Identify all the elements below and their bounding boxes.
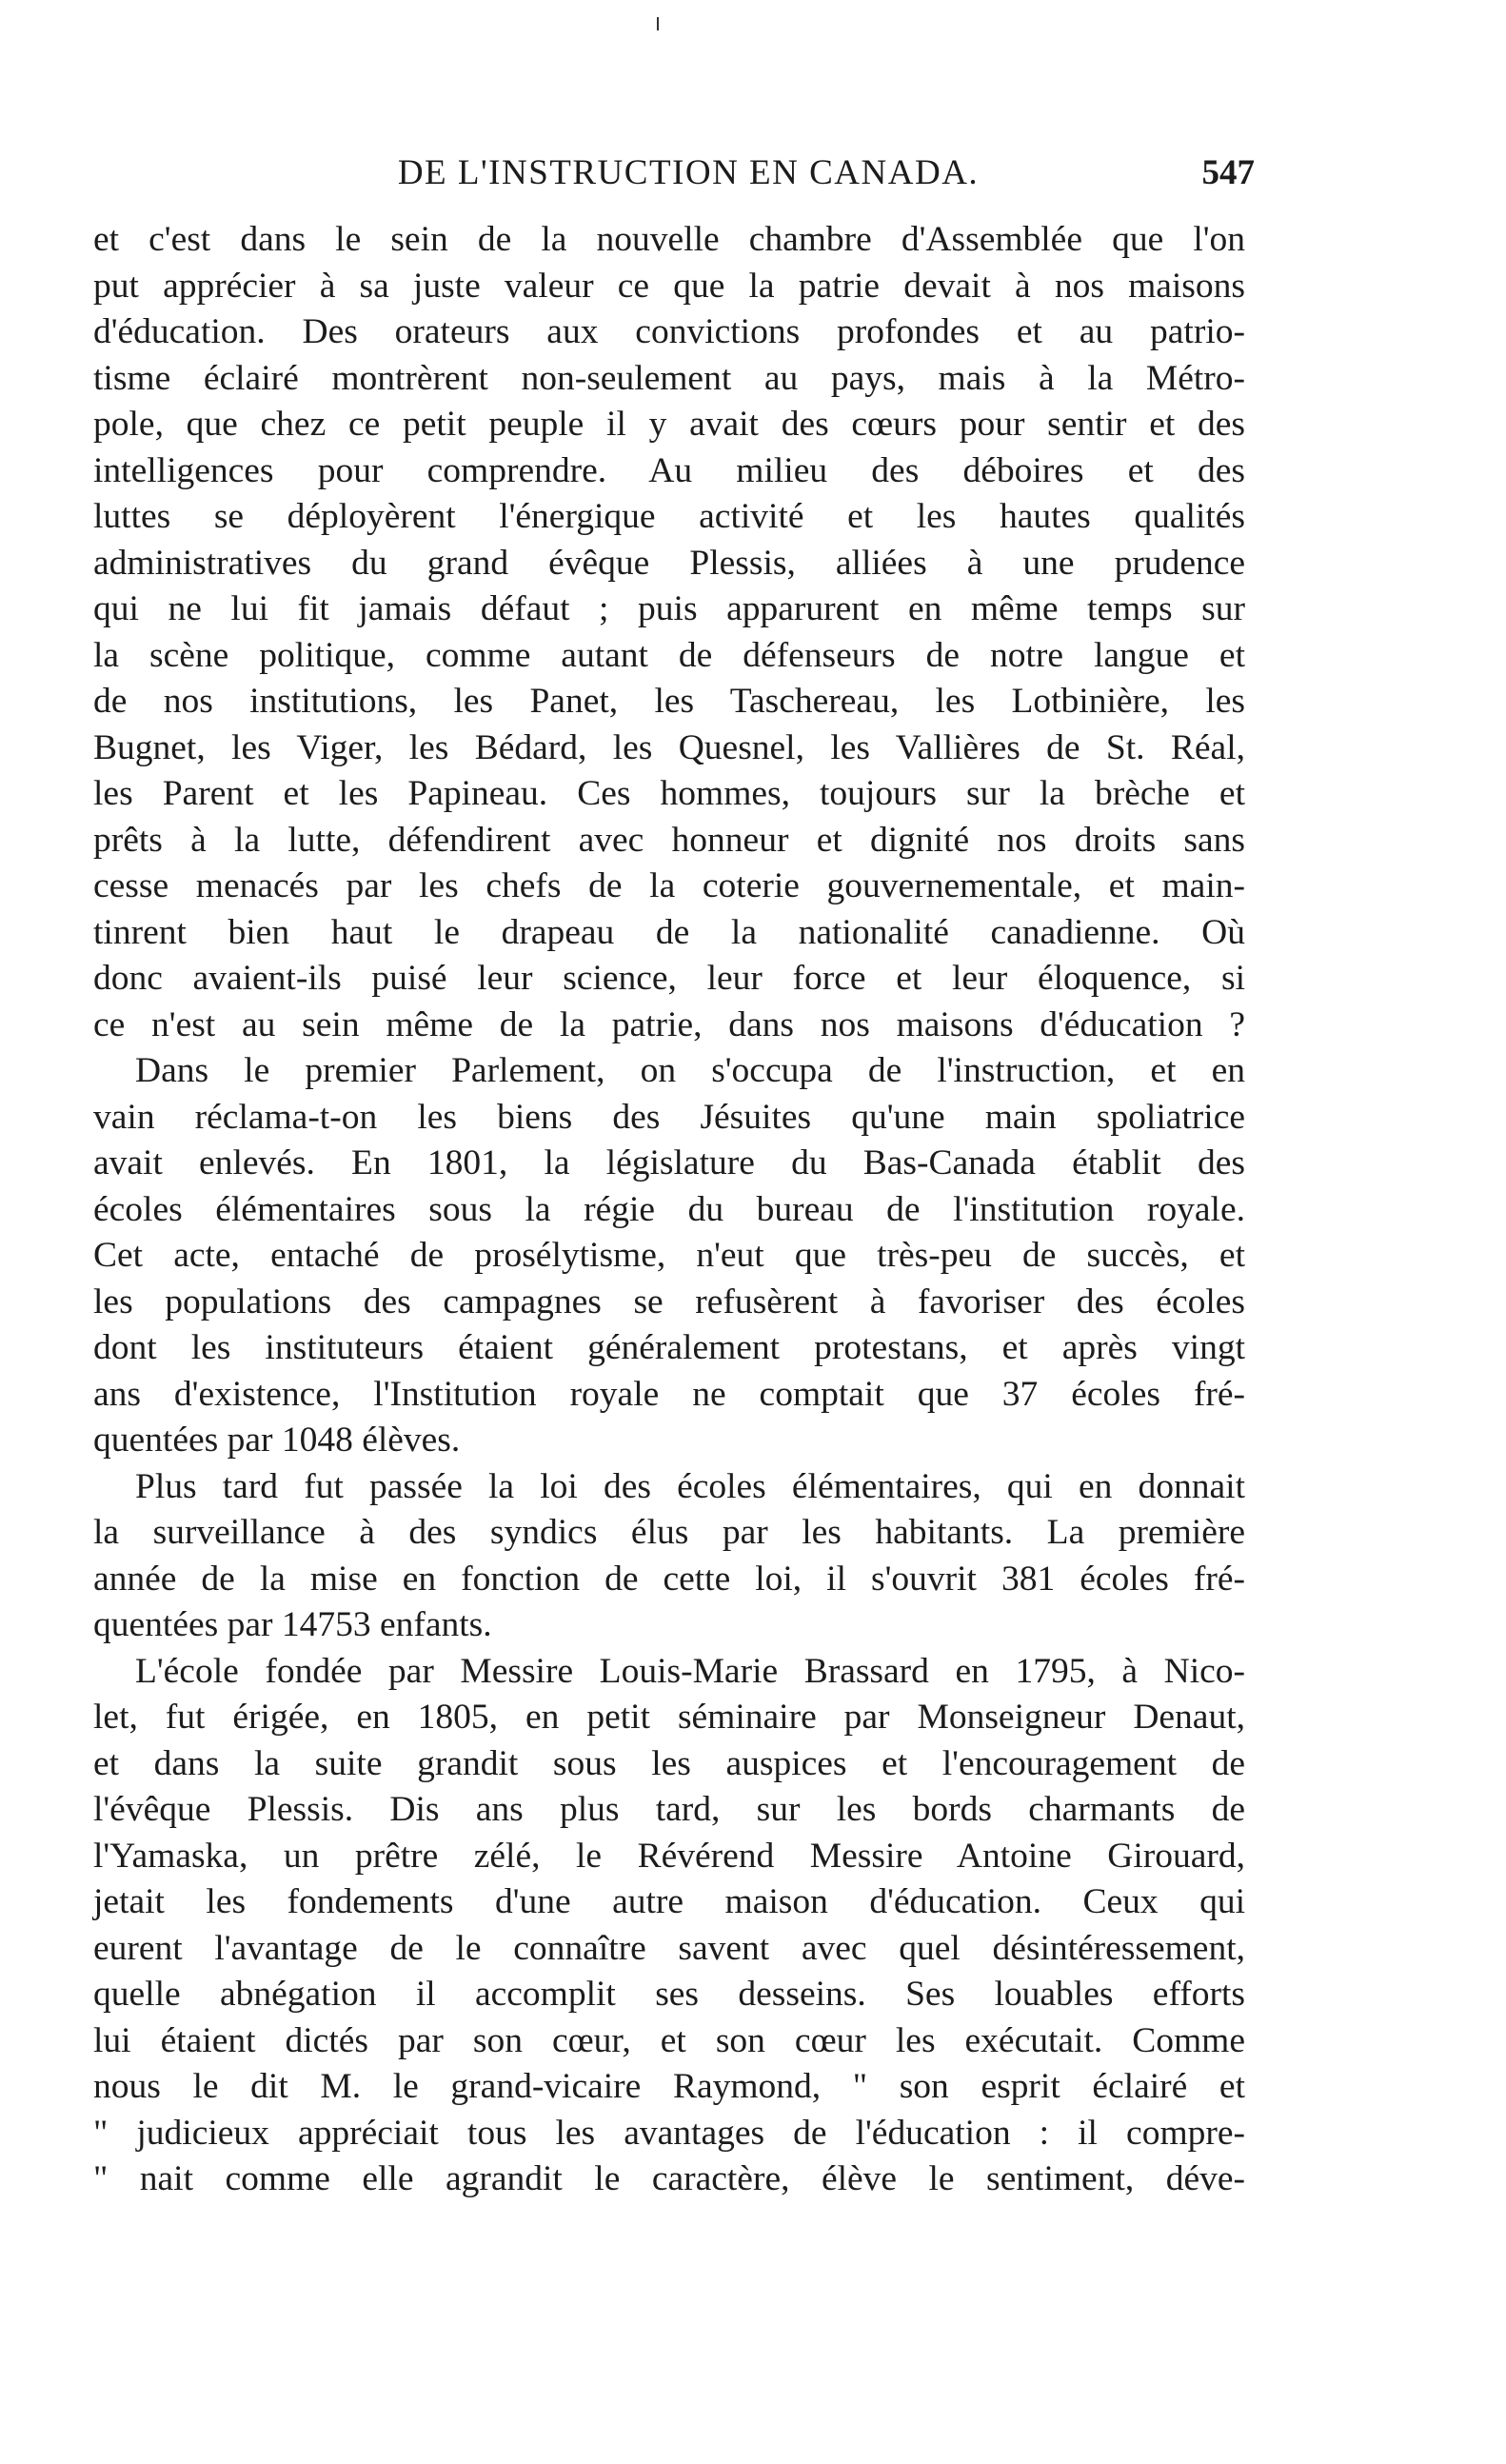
text-line: Dans le premier Parlement, on s'occupa de l'instruction, et en (135, 1051, 1245, 1090)
text-line: les populations des campagnes se refusèrent à favoriser des écoles (93, 1282, 1245, 1321)
text-line: cesse menacés par les chefs de la coterie gouvernementale, et main- (93, 866, 1245, 905)
text-line: jetait les fondements d'une autre maison d'éducation. Ceux qui (93, 1882, 1245, 1921)
text-line: tisme éclairé montrèrent non-seulement au pays, mais à la Métro- (93, 358, 1245, 398)
text-line: d'éducation. Des orateurs aux convictions profondes et au patrio- (93, 312, 1245, 351)
text-line: qui ne lui fit jamais défaut ; puis apparurent en même temps sur (93, 589, 1245, 628)
text-line: avait enlevés. En 1801, la législature du Bas-Canada établit des (93, 1143, 1245, 1182)
text-line: Plus tard fut passée la loi des écoles élémentaires, qui en donnait (135, 1466, 1245, 1506)
text-line: écoles élémentaires sous la régie du bureau de l'institution royale. (93, 1189, 1245, 1229)
running-title: DE L'INSTRUCTION EN CANADA. (397, 153, 980, 192)
text-line: administratives du grand évêque Plessis, alliées à une prudence (93, 543, 1245, 583)
page-number: 547 (1201, 153, 1255, 192)
text-line: let, fut érigée, en 1805, en petit séminaire par Monseigneur Denaut, (93, 1698, 1245, 1737)
text-line: l'Yamaska, un prêtre zélé, le Révérend Messire Antoine Girouard, (93, 1836, 1245, 1876)
text-line: la surveillance à des syndics élus par les habitants. La première (93, 1513, 1245, 1552)
text-line: l'évêque Plessis. Dis ans plus tard, sur les bords charmants de (93, 1790, 1245, 1829)
text-line: la scène politique, comme autant de défenseurs de notre langue et (93, 635, 1245, 675)
text-line: prêts à la lutte, défendirent avec honneur et dignité nos droits sans (93, 820, 1245, 860)
text-line: put apprécier à sa juste valeur ce que la patrie devait à nos maisons (93, 266, 1245, 306)
body-text (93, 217, 1245, 2203)
text-line: quentées par 14753 enfants. (93, 1605, 492, 1644)
text-line: luttes se déployèrent l'énergique activité et les hautes qualités (93, 497, 1245, 536)
text-line: Bugnet, les Viger, les Bédard, les Quesnel, les Vallières de St. Réal, (93, 727, 1245, 767)
text-line: année de la mise en fonction de cette loi, il s'ouvrit 381 écoles fré- (93, 1559, 1245, 1599)
ink-mark (657, 17, 659, 30)
text-line: ce n'est au sein même de la patrie, dans nos maisons d'éducation ? (93, 1004, 1245, 1044)
text-line: L'école fondée par Messire Louis-Marie Brassard en 1795, à Nico- (135, 1651, 1245, 1691)
text-line: quentées par 1048 élèves. (93, 1421, 461, 1460)
text-line: nous le dit M. le grand-vicaire Raymond, " son esprit éclairé et (93, 2067, 1245, 2106)
text-line: dont les instituteurs étaient généralement protestans, et après vingt (93, 1328, 1245, 1367)
text-line: et dans la suite grandit sous les auspices et l'encouragement de (93, 1743, 1245, 1783)
text-line: intelligences pour comprendre. Au milieu des déboires et des (93, 450, 1245, 490)
page-header (93, 152, 1255, 206)
text-line: eurent l'avantage de le connaître savent avec quel désintéressement, (93, 1928, 1245, 1968)
text-line: les Parent et les Papineau. Ces hommes, toujours sur la brèche et (93, 774, 1245, 813)
text-line: et c'est dans le sein de la nouvelle chambre d'Assemblée que l'on (93, 220, 1245, 259)
text-line: quelle abnégation il accomplit ses desseins. Ses louables efforts (93, 1975, 1245, 2014)
text-line: " nait comme elle agrandit le caractère, élève le sentiment, déve- (93, 2159, 1245, 2198)
text-line: " judicieux appréciait tous les avantages de l'éducation : il compre- (93, 2113, 1245, 2153)
text-line: de nos institutions, les Panet, les Taschereau, les Lotbinière, les (93, 682, 1245, 721)
text-line: pole, que chez ce petit peuple il y avait des cœurs pour sentir et des (93, 405, 1245, 444)
text-line: ans d'existence, l'Institution royale ne comptait que 37 écoles fré- (93, 1374, 1245, 1414)
text-line: vain réclama-t-on les biens des Jésuites qu'une main spoliatrice (93, 1097, 1245, 1137)
text-line: tinrent bien haut le drapeau de la nationalité canadienne. Où (93, 912, 1245, 952)
text-line: donc avaient-ils puisé leur science, leur force et leur éloquence, si (93, 959, 1245, 998)
book-page (93, 152, 1255, 2203)
text-line: lui étaient dictés par son cœur, et son cœur les exécutait. Comme (93, 2020, 1245, 2060)
text-line: Cet acte, entaché de prosélytisme, n'eut que très-peu de succès, et (93, 1236, 1245, 1275)
